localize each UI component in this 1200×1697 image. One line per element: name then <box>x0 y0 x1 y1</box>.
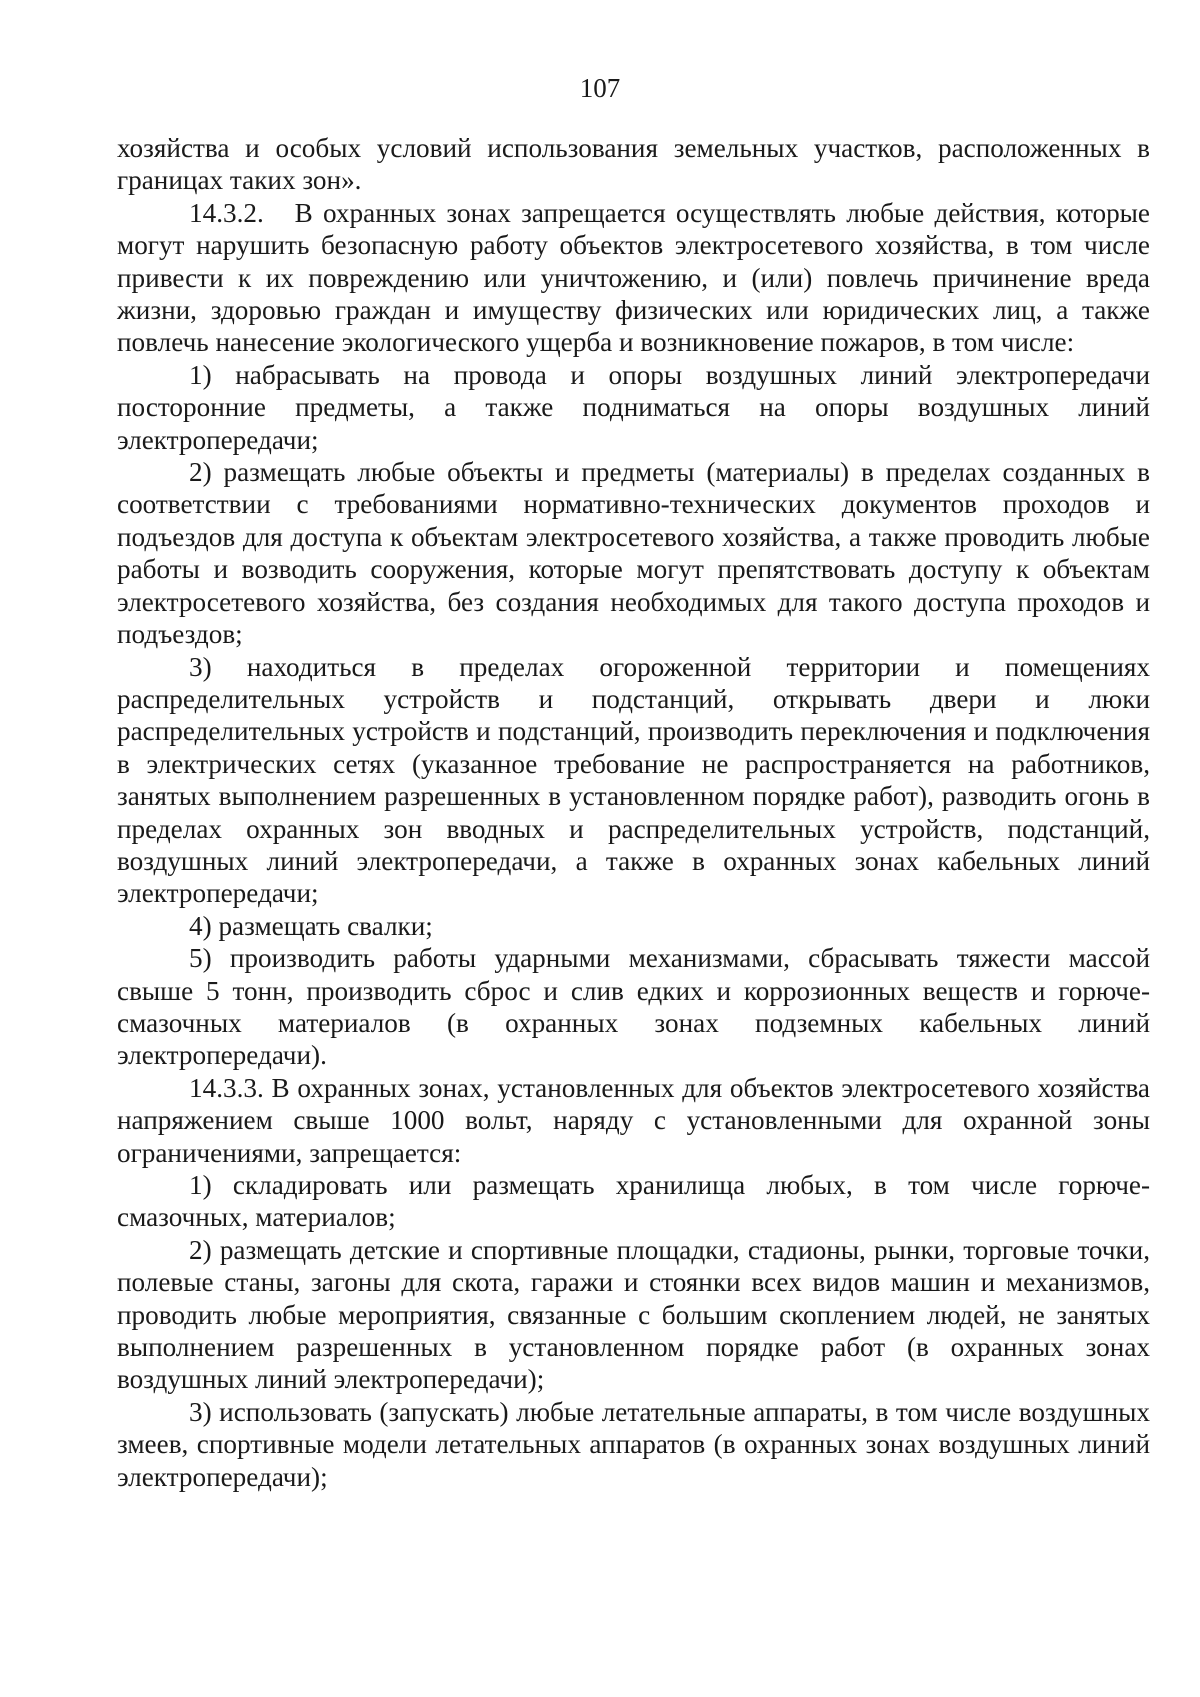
paragraph: 5) производить работы ударными механизмами, сбрасывать тяжести массой свыше 5 тонн, производить сброс и слив едких и коррозионных веществ и горюче-смазочных материалов (в охранных зонах подземных кабельных линий электропередачи). <box>117 943 1150 1071</box>
paragraph: 2) размещать детские и спортивные площадки, стадионы, рынки, торговые точки, полевые станы, загоны для скота, гаражи и стоянки всех видов машин и механизмов, проводить любые мероприятия, связанные с большим скоплением людей, не занятых выполнением разрешенных в установленном порядке работ (в охранных зонах воздушных линий электропередачи); <box>117 1234 1150 1395</box>
paragraph: 14.3.2. В охранных зонах запрещается осуществлять любые действия, которые могут нарушить безопасную работу объектов электросетевого хозяйства, в том числе привести к их повреждению или уничтожению, и (или) повлечь причинение вреда жизни, здоровью граждан и имуществу физических или юридических лиц, а также повлечь нанесение экологического ущерба и возникновение пожаров, в том числе: <box>117 197 1150 358</box>
paragraph: 1) набрасывать на провода и опоры воздушных линий электропередачи посторонние предметы, а также подниматься на опоры воздушных линий электропередачи; <box>117 359 1150 455</box>
paragraph: 1) складировать или размещать хранилища любых, в том числе горюче-смазочных, материалов; <box>117 1170 1150 1233</box>
page-number: 107 <box>579 73 621 103</box>
paragraph: 3) использовать (запускать) любые летательные аппараты, в том числе воздушных змеев, спортивные модели летательных аппаратов (в охранных зонах воздушных линий электропередачи); <box>117 1396 1150 1492</box>
document-body <box>117 132 1150 1493</box>
paragraph: 3) находиться в пределах огороженной территории и помещениях распределительных устройств и подстанций, открывать двери и люки распределительных устройств и подстанций, производить переключения и подключения в электрических сетях (указанное требование не распространяется на работников, занятых выполнением разрешенных в установленном порядке работ), разводить огонь в пределах охранных зон вводных и распределительных устройств, подстанций, воздушных линий электропередачи, а также в охранных зонах кабельных линий электропередачи; <box>117 651 1150 909</box>
paragraph: 4) размещать свалки; <box>189 910 433 941</box>
paragraph: хозяйства и особых условий использования земельных участков, расположенных в границах таких зон». <box>117 133 1150 196</box>
paragraph: 2) размещать любые объекты и предметы (материалы) в пределах созданных в соответствии с требованиями нормативно-технических документов проходов и подъездов для доступа к объектам электросетевого хозяйства, а также проводить любые работы и возводить сооружения, которые могут препятствовать доступу к объектам электросетевого хозяйства, без создания необходимых для такого доступа проходов и подъездов; <box>117 457 1150 650</box>
paragraph: 14.3.3. В охранных зонах, установленных для объектов электросетевого хозяйства напряжением свыше 1000 вольт, наряду с установленными для охранной зоны ограничениями, запрещается: <box>117 1072 1150 1168</box>
